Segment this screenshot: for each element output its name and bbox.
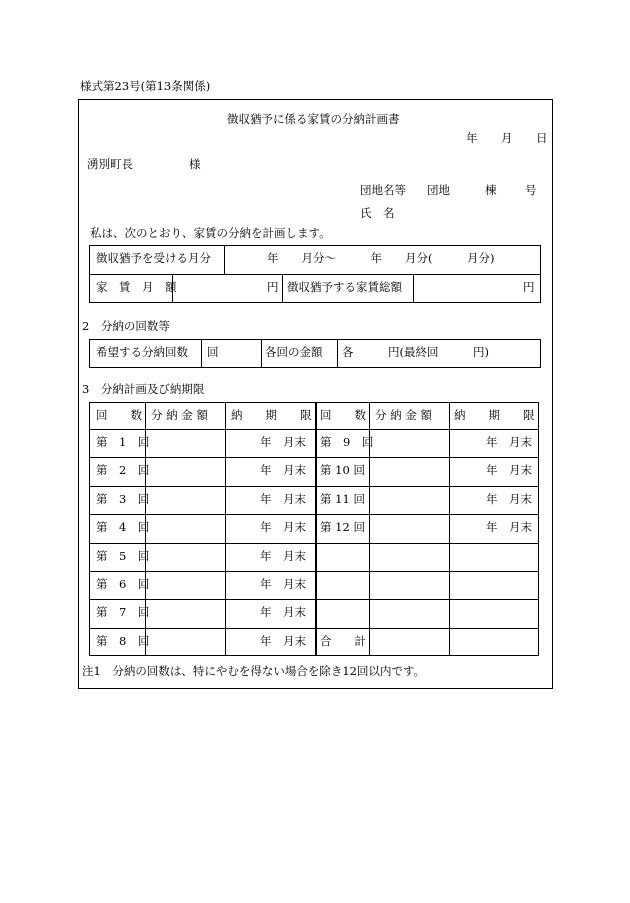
- plan-header-1: 分 納 金 額: [151, 408, 208, 422]
- plan-row-left-due: 年 月末: [260, 491, 306, 506]
- plan-row-left-label: 第 1 回: [96, 435, 150, 449]
- plan-header-4: 分 納 金 額: [375, 408, 432, 422]
- plan-row-right-label: 第 10 回: [320, 463, 365, 478]
- plan-row-right-due: 年 月末: [486, 491, 532, 506]
- addressee-name: 湧別町長: [87, 157, 133, 171]
- plan-header-3: 回 数: [320, 408, 366, 422]
- plan-row-right-label: 第 9 回: [320, 435, 374, 449]
- plan-row-right-due: 年 月末: [486, 463, 532, 478]
- plan-header-5: 納 期 限: [454, 408, 535, 422]
- plan-row-left-due: 年 月末: [260, 633, 306, 648]
- addressee-honorific: 様: [189, 157, 201, 171]
- plan-table-border: [89, 402, 539, 656]
- plan-row-left-label: 第 8 回: [96, 633, 150, 648]
- plan-row-right-label: 第 12 回: [320, 520, 365, 535]
- plan-header-2: 納 期 限: [231, 408, 312, 422]
- plan-row-left-label: 第 4 回: [96, 520, 150, 535]
- plan-row-right-label: 第 11 回: [320, 491, 365, 506]
- plan-row-left-due: 年 月末: [260, 463, 306, 478]
- plan-row-left-due: 年 月末: [260, 577, 306, 591]
- total-label: 徴収猶予する家賃総額: [287, 280, 402, 294]
- plan-row-left-due: 年 月末: [260, 605, 306, 620]
- plan-row-right-label: 合 計: [320, 633, 366, 648]
- form-title: 徴収猶予に係る家賃の分納計画書: [227, 112, 400, 126]
- plan-row-right-due: 年 月末: [486, 520, 532, 535]
- complex-value: 団地: [427, 183, 450, 197]
- plan-row-left-due: 年 月末: [260, 548, 306, 563]
- date-month: 月: [501, 131, 513, 145]
- plan-row-left-due: 年 月末: [260, 435, 306, 449]
- deferral-value: 年 月分～ 年 月分( 月分): [267, 251, 495, 265]
- building-label: 棟: [485, 183, 497, 197]
- unit-label: 号: [525, 183, 537, 197]
- total-unit: 円: [523, 280, 535, 294]
- plan-row-left-label: 第 5 回: [96, 548, 150, 563]
- intro-text: 私は、次のとおり、家賃の分納を計画します。: [90, 226, 331, 240]
- rent-unit: 円: [267, 280, 279, 294]
- count-unit: 回: [207, 345, 219, 359]
- plan-row-left-label: 第 3 回: [96, 491, 150, 506]
- form-number: 様式第23号(第13条関係): [80, 79, 211, 93]
- date-day: 日: [536, 131, 548, 145]
- amount-value: 各 円(最終回 円): [342, 345, 489, 359]
- form-frame: [78, 99, 553, 689]
- count-label: 希望する分納回数: [96, 345, 188, 359]
- plan-row-left-label: 第 7 回: [96, 605, 150, 620]
- plan-row-right-due: 年 月末: [486, 435, 532, 449]
- plan-row-left-due: 年 月末: [260, 520, 306, 535]
- deferral-label: 徴収猶予を受ける月分: [96, 251, 211, 265]
- plan-row-left-label: 第 6 回: [96, 577, 150, 591]
- amount-label: 各回の金額: [265, 345, 323, 359]
- plan-row-left-label: 第 2 回: [96, 463, 150, 478]
- footnote: 注1 分納の回数は、特にやむを得ない場合を除き12回以内です。: [82, 664, 426, 678]
- plan-header-0: 回 数: [96, 408, 142, 422]
- rent-label: 家 賃 月 額: [96, 280, 177, 294]
- section2-heading: 2 分納の回数等: [82, 319, 170, 333]
- complex-label: 団地名等: [360, 183, 406, 197]
- applicant-name-label: 氏 名: [360, 206, 395, 220]
- date-year: 年: [466, 131, 478, 145]
- section3-heading: 3 分納計画及び納期限: [82, 382, 205, 396]
